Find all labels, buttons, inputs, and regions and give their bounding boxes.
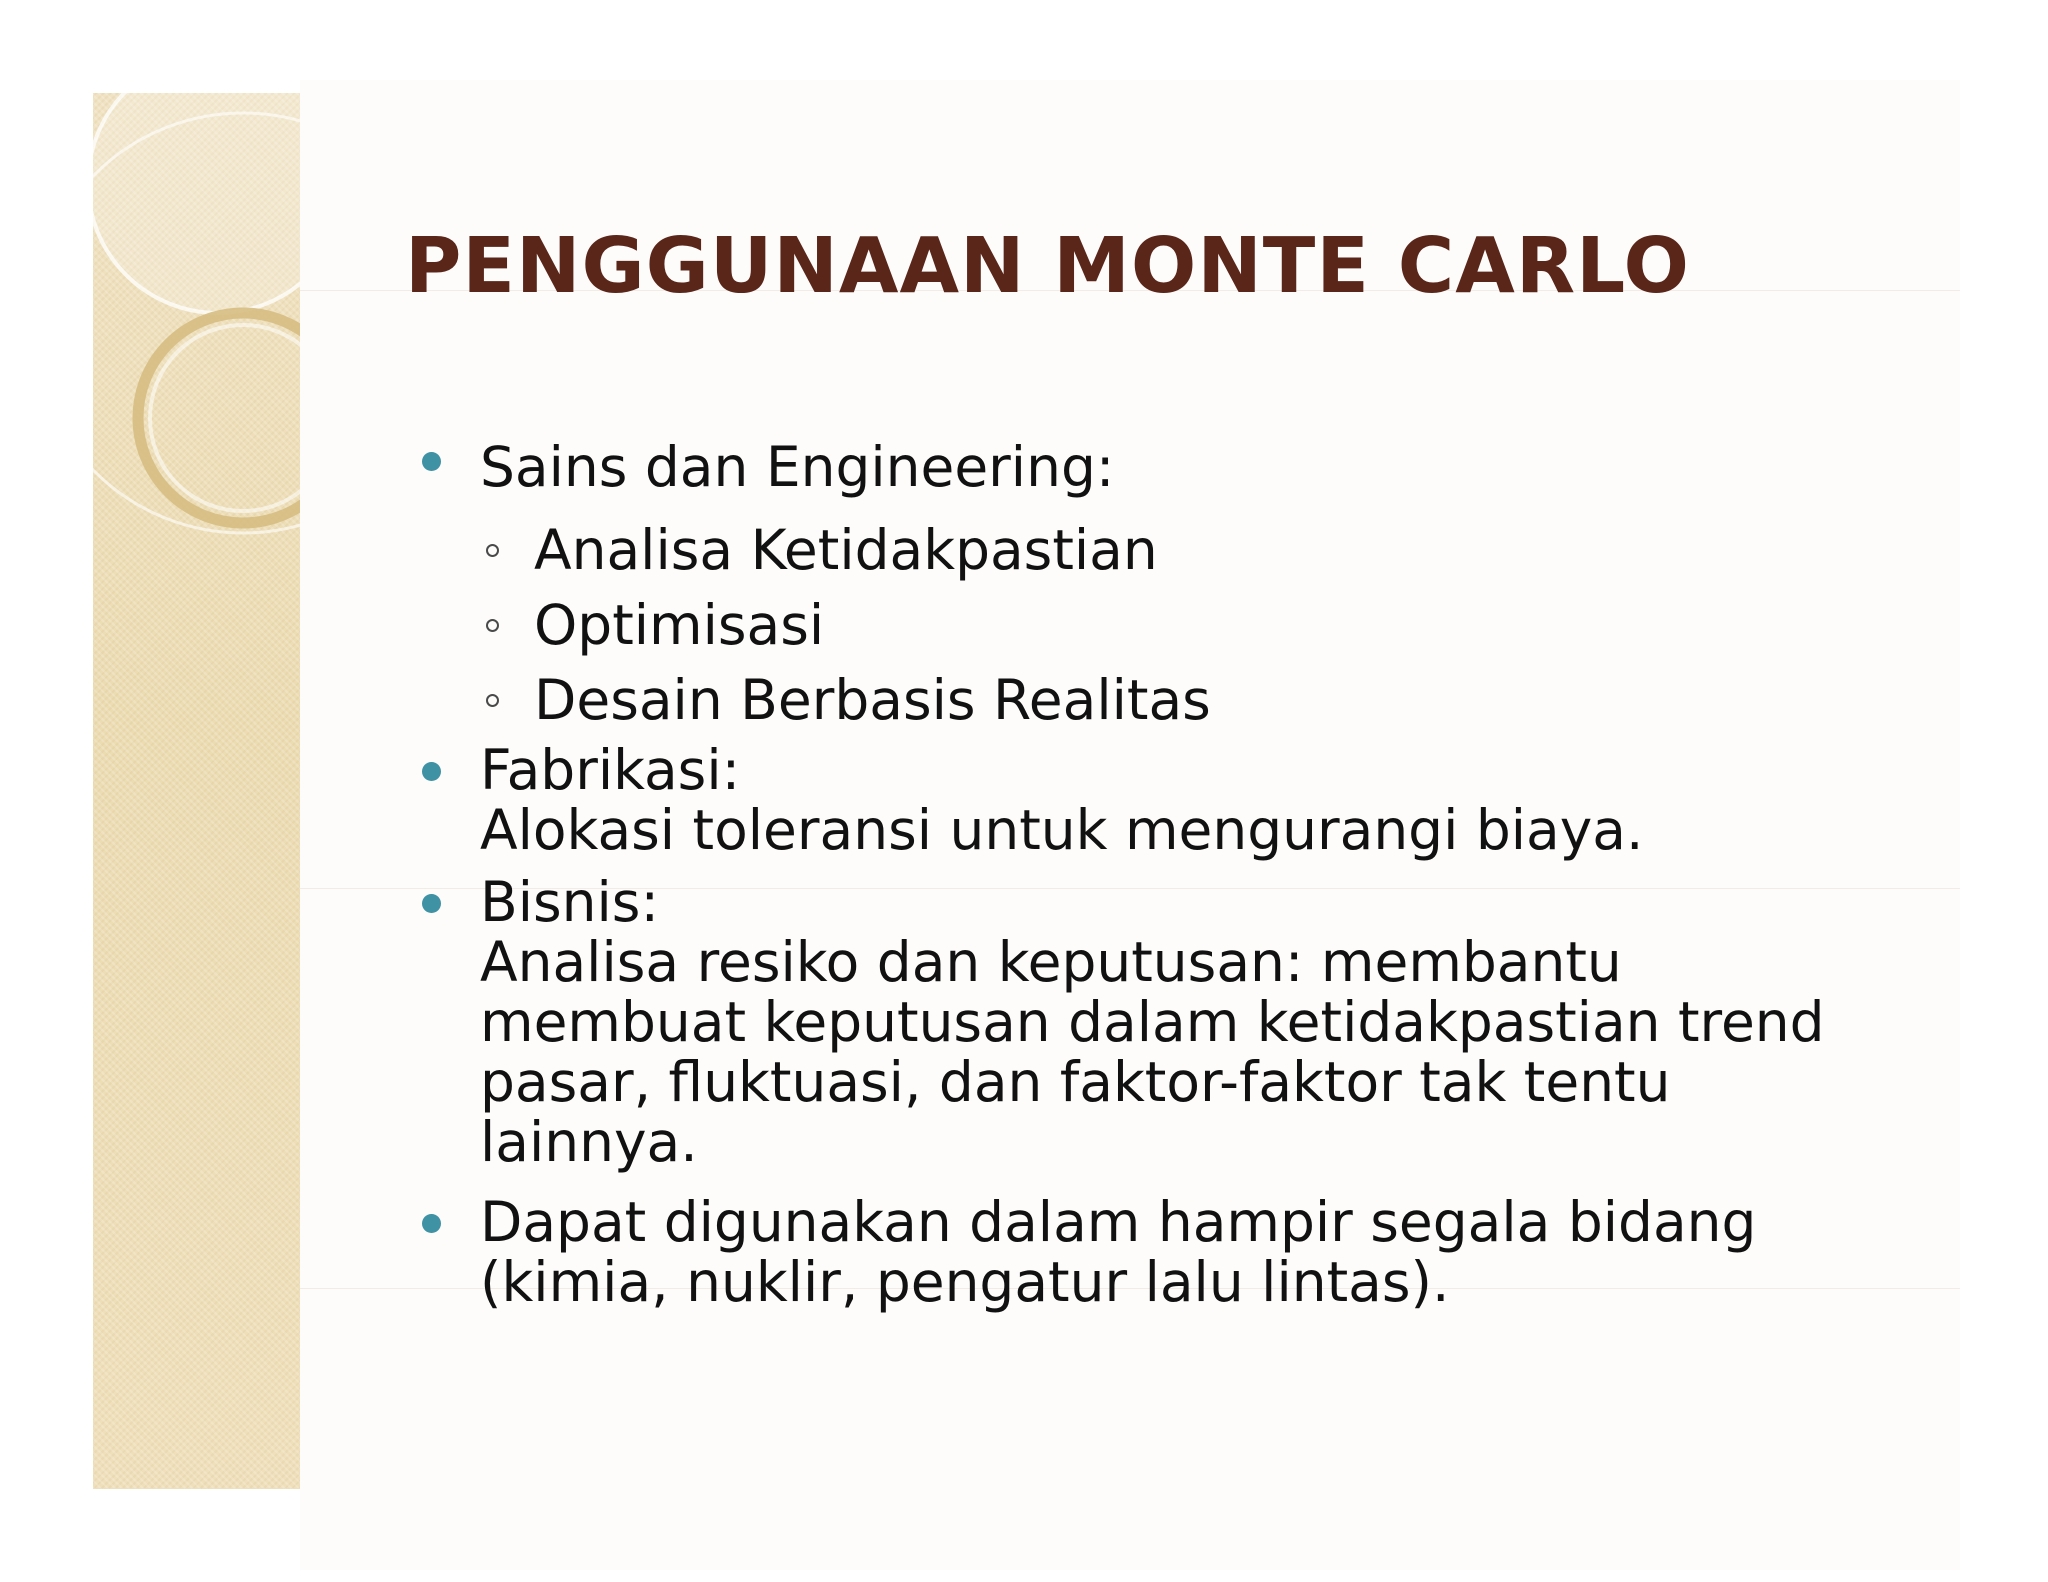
bullet-item [408, 430, 1878, 505]
bullet-dot-icon [422, 1214, 441, 1233]
bullet-dot-icon [422, 452, 441, 471]
bullet-item [408, 872, 1878, 1172]
bullet-label: Sains dan Engineering: [480, 435, 1115, 499]
bullet-detail: Alokasi toleransi untuk mengurangi biaya. [480, 798, 1644, 862]
bullet-dot-icon [422, 894, 441, 913]
sub-bullet-label: Desain Berbasis Realitas [534, 668, 1211, 732]
sub-bullet-ring-icon [486, 694, 499, 707]
slide-title: PENGGUNAAN MONTE CARLO [405, 222, 1690, 311]
sub-bullet-label: Optimisasi [534, 593, 825, 657]
bullet-item [408, 740, 1878, 860]
bullet-label: Bisnis: [480, 870, 659, 934]
bullet-list [408, 430, 1878, 1312]
sub-bullet-ring-icon [486, 619, 499, 632]
decorative-circles-icon [93, 93, 300, 1489]
sub-bullet-ring-icon [486, 544, 499, 557]
bullet-detail: Analisa resiko dan keputusan: membantu membuat keputusan dalam ketidakpastian trend pasar, fluktuasi, dan faktor-faktor tak tentu lainnya. [480, 930, 1825, 1174]
sub-bullet-item [408, 513, 1878, 588]
sub-bullet-item [408, 663, 1878, 738]
decorative-sidebar [93, 93, 300, 1489]
bullet-label: Dapat digunakan dalam hampir segala bidang (kimia, nuklir, pengatur lalu lintas). [480, 1190, 1757, 1314]
bullet-label: Fabrikasi: [480, 738, 741, 802]
sub-bullet-item [408, 588, 1878, 663]
bullet-dot-icon [422, 762, 441, 781]
bullet-item [408, 1192, 1878, 1312]
sub-bullet-label: Analisa Ketidakpastian [534, 518, 1158, 582]
